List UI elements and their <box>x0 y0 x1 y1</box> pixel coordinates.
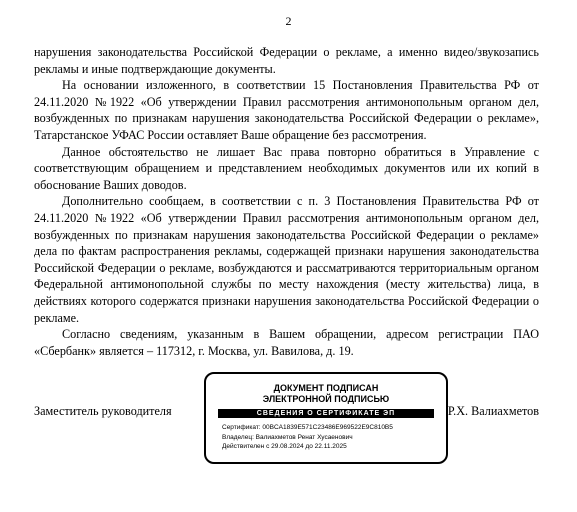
paragraph-registration-address: Согласно сведениям, указанным в Вашем обращении, адресом регистрации ПАО «Сбербанк» является – 117312, г. Москва, ул. Вавилова, д. 19. <box>34 327 539 358</box>
letter-body <box>34 44 539 359</box>
stamp-certificate-header: СВЕДЕНИЯ О СЕРТИФИКАТЕ ЭП <box>218 409 434 418</box>
stamp-title <box>206 383 446 405</box>
signatory-name: Р.Х. Валиахметов <box>447 404 539 418</box>
paragraph-continuation: нарушения законодательства Российской Федерации о рекламе, а именно видео/звукозапись рекламы и иные подтверждающие документы. <box>34 45 539 76</box>
stamp-details <box>222 423 446 452</box>
stamp-validity: Действителен с 29.08.2024 до 22.11.2025 <box>222 443 347 450</box>
signatory-position: Заместитель руководителя <box>34 404 172 418</box>
paragraph-right-to-reapply: Данное обстоятельство не лишает Вас права повторно обратиться в Управление с соответствующим обращением и представлением необходимых документов или их копий в обоснование Ваших доводов. <box>34 144 539 192</box>
stamp-certificate-id: Сертификат: 00BCA1839E571C23486E969522E9C810B5 <box>222 424 393 431</box>
electronic-signature-stamp <box>204 372 448 464</box>
paragraph-additional-info: Дополнительно сообщаем, в соответствии с п. 3 Постановления Правительства РФ от 24.11.2020 №1922 «Об утверждении Правил рассмотрения антимонопольным органом дел, возбужденных по признакам нарушения законодательства Российской Федерации о рекламе» дела по фактам распространения рекламы, содержащей признаки нарушения законодательства Российской Федерации о рекламе, возбуждаются и рассматриваются территориальным органом Федеральной антимонопольной службы по месту нахождения (месту жительства) лица, в действиях которого содержатся признаки нарушения законодательства Российской Федерации о рекламе. <box>34 194 539 325</box>
stamp-owner: Владелец: Валиахметов Ренат Хусаенович <box>222 433 353 441</box>
stamp-title-line2: ЭЛЕКТРОННОЙ ПОДПИСЬЮ <box>262 394 390 404</box>
stamp-title-line1: ДОКУМЕНТ ПОДПИСАН <box>273 383 379 393</box>
paragraph-grounds: На основании изложенного, в соответствии 15 Постановления Правительства РФ от 24.11.2020 №1922 «Об утверждении Правил рассмотрения антимонопольным органом дел, возбужденных по признакам нарушения законодательства Российской Федерации о рекламе», Татарстанское УФАС России оставляет Ваше обращение без рассмотрения. <box>34 78 539 142</box>
page-number: 2 <box>285 14 292 28</box>
